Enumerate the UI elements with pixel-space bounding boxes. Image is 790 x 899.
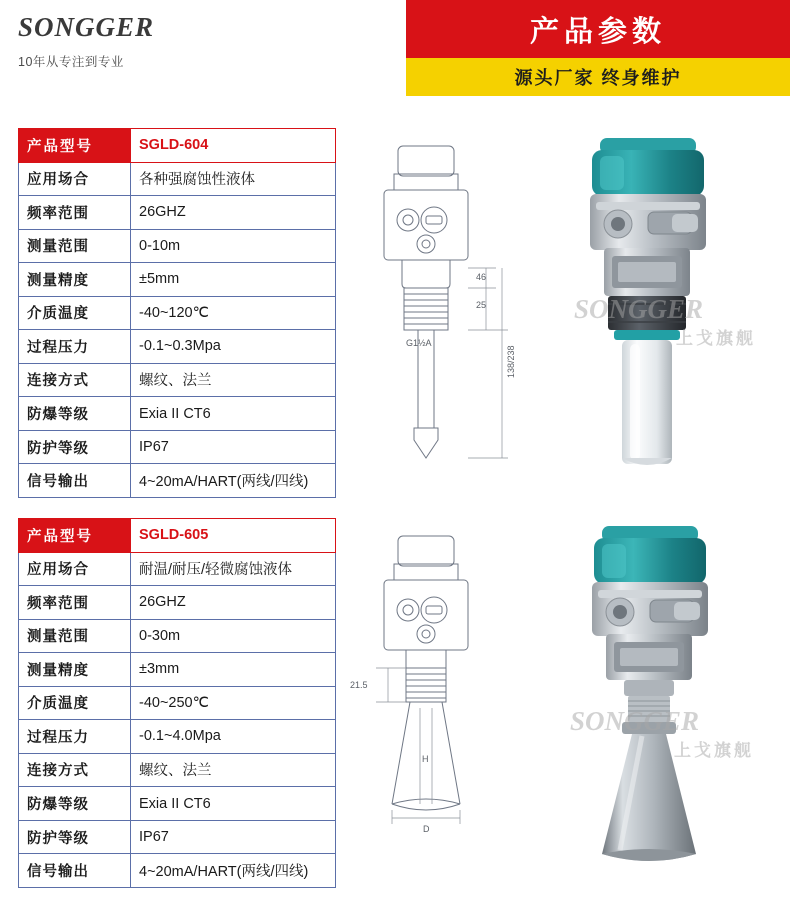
- spec-key: 介质温度: [19, 296, 131, 330]
- spec-key: 测量范围: [19, 619, 131, 653]
- banner-title: 产品参数: [529, 15, 666, 48]
- table-row: [19, 162, 336, 196]
- banner-subtitle: 源头厂家 终身维护: [514, 68, 682, 88]
- spec-value: 螺纹、法兰: [131, 753, 336, 787]
- table-row: [19, 397, 336, 431]
- banner: [406, 0, 790, 96]
- table-row: [19, 330, 336, 364]
- table-row: [19, 653, 336, 687]
- spec-value: IP67: [131, 820, 336, 854]
- spec-table-sgld-605: [18, 518, 336, 888]
- spec-value: 4~20mA/HART(两线/四线): [131, 464, 336, 498]
- table-row: [19, 619, 336, 653]
- spec-key: 防护等级: [19, 430, 131, 464]
- table-row: [19, 720, 336, 754]
- spec-value: SGLD-605: [131, 519, 336, 553]
- table-row: [19, 196, 336, 230]
- spec-key: 防护等级: [19, 820, 131, 854]
- table-row: [19, 820, 336, 854]
- table-row: [19, 686, 336, 720]
- spec-key: 连接方式: [19, 753, 131, 787]
- spec-key: 应用场合: [19, 552, 131, 586]
- company-logo: SONGGER: [18, 12, 155, 42]
- spec-key: 频率范围: [19, 196, 131, 230]
- spec-value: Exia II CT6: [131, 787, 336, 821]
- figures-block-2: [336, 518, 790, 888]
- dimension-label: G1½A: [406, 338, 432, 348]
- spec-key: 信号输出: [19, 854, 131, 888]
- spec-value: 各种强腐蚀性液体: [131, 162, 336, 196]
- product-photo-604: [556, 128, 786, 498]
- table-row: [19, 229, 336, 263]
- spec-value: ±5mm: [131, 263, 336, 297]
- spec-key: 测量精度: [19, 263, 131, 297]
- banner-title-bar: [406, 0, 790, 58]
- spec-key: 测量范围: [19, 229, 131, 263]
- spec-key: 频率范围: [19, 586, 131, 620]
- spec-value: 26GHZ: [131, 196, 336, 230]
- spec-value: 4~20mA/HART(两线/四线): [131, 854, 336, 888]
- table-row: [19, 753, 336, 787]
- spec-key: 过程压力: [19, 720, 131, 754]
- spec-key: 防爆等级: [19, 397, 131, 431]
- figures-block-1: [336, 128, 790, 498]
- spec-value: IP67: [131, 430, 336, 464]
- table-row: [19, 129, 336, 163]
- table-row: [19, 464, 336, 498]
- table-row: [19, 263, 336, 297]
- banner-subtitle-bar: [406, 58, 790, 96]
- watermark-cn: 上戈旗舰: [676, 329, 756, 348]
- spec-value: 0-10m: [131, 229, 336, 263]
- watermark-logo: SONGGER: [570, 706, 700, 736]
- spec-key: 应用场合: [19, 162, 131, 196]
- table-row: [19, 430, 336, 464]
- product-block-1: [0, 128, 790, 498]
- table-row: [19, 363, 336, 397]
- spec-value: SGLD-604: [131, 129, 336, 163]
- dimension-label: H: [422, 754, 429, 764]
- brand-area: [0, 0, 300, 96]
- dimension-label: 25: [476, 300, 487, 310]
- table-row: [19, 552, 336, 586]
- spec-key: 介质温度: [19, 686, 131, 720]
- product-photo-605: [556, 518, 786, 888]
- dimension-label: D: [423, 824, 430, 834]
- spec-value: -0.1~4.0Mpa: [131, 720, 336, 754]
- technical-drawing-604: [336, 128, 556, 498]
- spec-value: Exia II CT6: [131, 397, 336, 431]
- dimension-label: 46: [476, 272, 487, 282]
- spec-key: 防爆等级: [19, 787, 131, 821]
- product-block-2: [0, 518, 790, 888]
- spec-value: -40~120℃: [131, 296, 336, 330]
- spec-value: 耐温/耐压/轻微腐蚀液体: [131, 552, 336, 586]
- watermark-cn: 上戈旗舰: [674, 741, 754, 760]
- spec-key: 产品型号: [19, 519, 131, 553]
- table-row: [19, 296, 336, 330]
- spec-value: 0-30m: [131, 619, 336, 653]
- table-row: [19, 787, 336, 821]
- watermark-logo: SONGGER: [574, 294, 704, 324]
- spec-key: 连接方式: [19, 363, 131, 397]
- page-header: [0, 0, 790, 96]
- spec-table-sgld-604: [18, 128, 336, 498]
- spec-key: 测量精度: [19, 653, 131, 687]
- company-tagline: 10年从专注到专业: [18, 55, 124, 69]
- spec-value: -0.1~0.3Mpa: [131, 330, 336, 364]
- spec-value: 螺纹、法兰: [131, 363, 336, 397]
- spec-key: 产品型号: [19, 129, 131, 163]
- spec-key: 信号输出: [19, 464, 131, 498]
- technical-drawing-605: [336, 518, 556, 888]
- spec-value: ±3mm: [131, 653, 336, 687]
- spec-value: 26GHZ: [131, 586, 336, 620]
- dimension-label: 21.5: [350, 680, 368, 690]
- spec-value: -40~250℃: [131, 686, 336, 720]
- dimension-label: 138/238: [506, 345, 516, 378]
- spec-key: 过程压力: [19, 330, 131, 364]
- table-row: [19, 586, 336, 620]
- table-row: [19, 854, 336, 888]
- table-row: [19, 519, 336, 553]
